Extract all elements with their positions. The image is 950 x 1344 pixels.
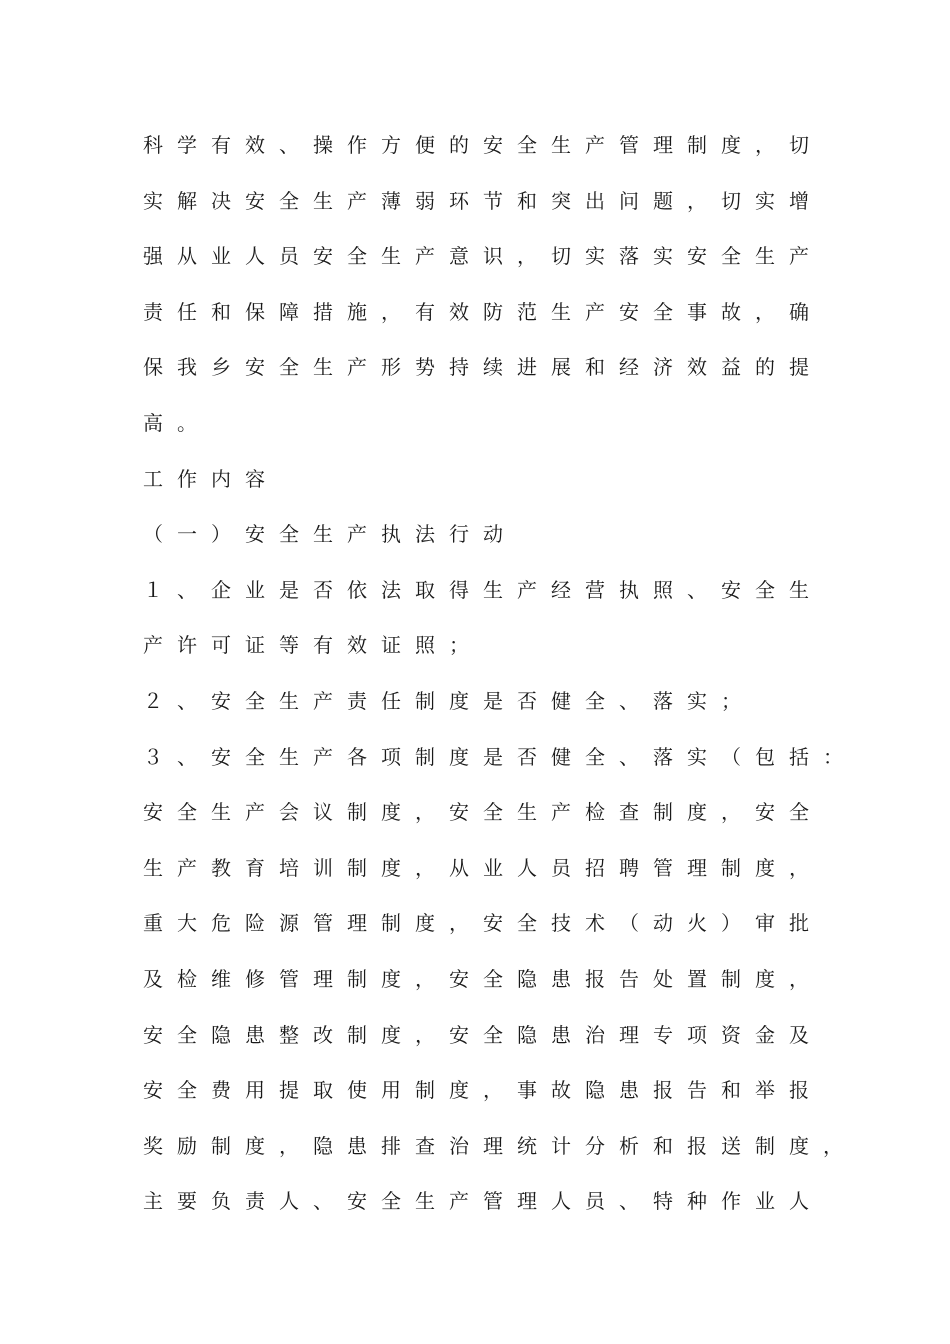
text-line: 生产教育培训制度，从业人员招聘管理制度， bbox=[143, 855, 823, 880]
text-line: 重大危险源管理制度，安全技术（动火）审批 bbox=[143, 911, 823, 936]
text-line: 奖励制度，隐患排查治理统计分析和报送制度， bbox=[143, 1133, 857, 1158]
text-line: 安全生产会议制度，安全生产检查制度，安全 bbox=[143, 800, 823, 825]
list-item: ３、安全生产各项制度是否健全、落实（包括： bbox=[143, 744, 857, 769]
text-line: 及检维修管理制度，安全隐患报告处置制度， bbox=[143, 966, 823, 991]
list-item: １、企业是否依法取得生产经营执照、安全生 bbox=[143, 577, 823, 602]
section-heading: 工作内容 bbox=[143, 466, 279, 491]
text-line: 高。 bbox=[143, 410, 211, 435]
list-item: ２、安全生产责任制度是否健全、落实； bbox=[143, 688, 755, 713]
text-line: 实解决安全生产薄弱环节和突出问题，切实增 bbox=[143, 188, 823, 213]
text-line: 责任和保障措施，有效防范生产安全事故，确 bbox=[143, 299, 823, 324]
text-line: 产许可证等有效证照； bbox=[143, 633, 483, 658]
text-line: 主要负责人、安全生产管理人员、特种作业人 bbox=[143, 1189, 823, 1214]
text-line: 安全费用提取使用制度，事故隐患报告和举报 bbox=[143, 1078, 823, 1103]
text-line: 科学有效、操作方便的安全生产管理制度，切 bbox=[143, 133, 823, 157]
text-line: 强从业人员安全生产意识，切实落实安全生产 bbox=[143, 244, 823, 269]
document-body bbox=[143, 127, 857, 1239]
subsection-heading: （一）安全生产执法行动 bbox=[143, 522, 517, 547]
text-line: 安全隐患整改制度，安全隐患治理专项资金及 bbox=[143, 1022, 823, 1047]
text-line: 保我乡安全生产形势持续进展和经济效益的提 bbox=[143, 355, 823, 380]
